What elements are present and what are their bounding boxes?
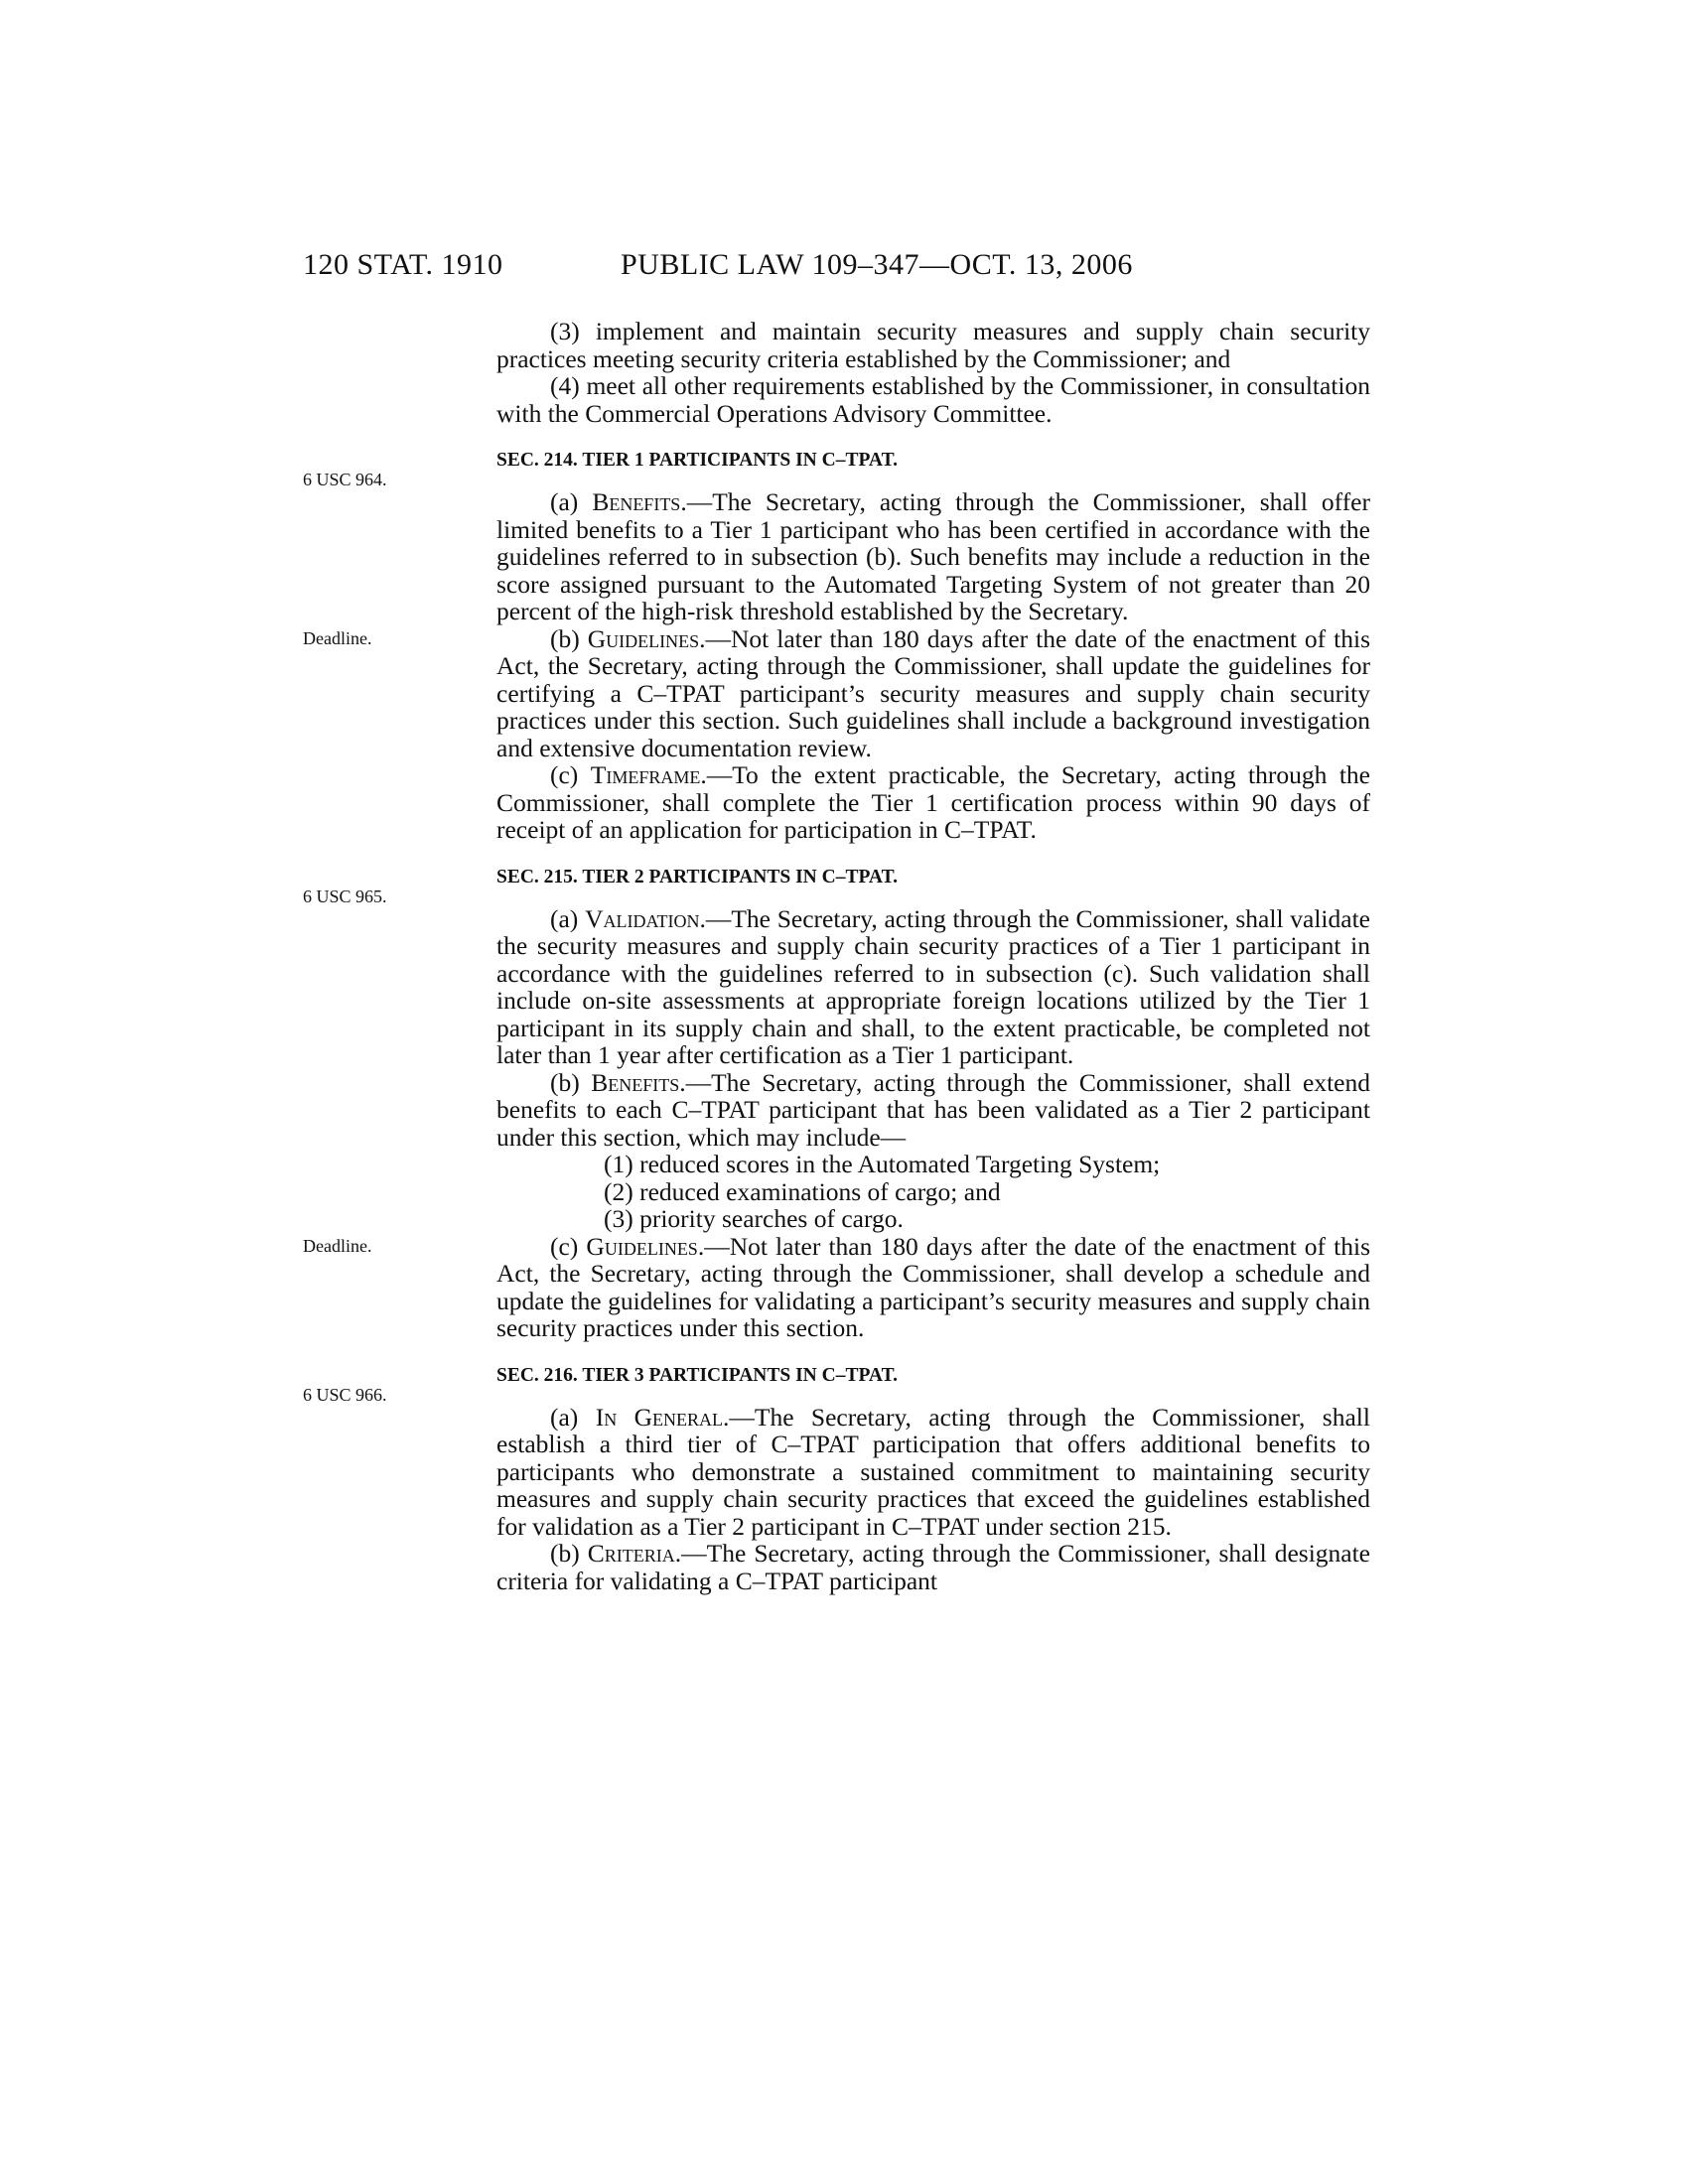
margin-note-deadline: Deadline. <box>303 627 372 648</box>
public-law-title: PUBLIC LAW 109–347—OCT. 13, 2006 <box>621 248 1133 281</box>
sec215-b-item-3: (3) priority searches of cargo. <box>604 1204 904 1233</box>
page-body <box>0 318 1688 1594</box>
sec215-b-title: Benefits <box>591 1067 680 1097</box>
section-214 <box>0 447 1688 625</box>
section-215 <box>0 864 1688 1233</box>
sec215-subsection-b: (b) Benefits.—The Secretary, acting through the Commissioner, shall extend benefits to each C–TPAT participant that has been validated as a Tier 2 participant under this section, which may include— <box>496 1067 1370 1152</box>
margin-note-deadline: Deadline. <box>303 1235 372 1256</box>
sec214-subsection-a: (a) Benefits.—The Secretary, acting through the Commissioner, shall offer limited benefits to a Tier 1 participant who has been certified in accordance with the guidelines referred to in subsection (b). Such benefits may include a reduction in the score assigned pursuant to the Automated Targeting System of not greater than 20 percent of the high-risk threshold established by the Secretary. <box>496 487 1370 625</box>
sec214-subsection-b: (b) Guidelines.—Not later than 180 days after the date of the enactment of this Act, the Secretary, acting through the Commissioner, shall update the guidelines for certifying a C–TPAT participant’s security measures and supply chain security practices under this section. Such guidelines shall include a background investigation and extensive documentation review. <box>496 623 1370 762</box>
margin-note-usc-965: 6 USC 965. <box>303 886 387 906</box>
intro-item-4: (4) meet all other requirements established by the Commissioner, in consultation with the Commercial Operations Advisory Committee. <box>496 371 1370 428</box>
sec214-c-title: Timeframe <box>590 760 701 789</box>
sec214-b-title: Guidelines <box>587 623 700 653</box>
intro-item-3: (3) implement and maintain security measures and supply chain security practices meeting security criteria established by the Commissioner; and <box>496 317 1370 373</box>
sec214-b-row <box>0 625 1688 844</box>
sec214-subsection-c: (c) Timeframe.—To the extent practicable, the Secretary, acting through the Commissioner, shall complete the Tier 1 certification process within 90 days of receipt of an application for participation in C–TPAT. <box>496 760 1370 844</box>
sec215-b-item-2: (2) reduced examinations of cargo; and <box>604 1176 1001 1206</box>
section-215-heading: SEC. 215. TIER 2 PARTICIPANTS IN C–TPAT. <box>496 866 898 887</box>
statute-page-number: 120 STAT. 1910 <box>303 248 503 281</box>
sec215-c-row <box>0 1233 1688 1342</box>
page-header <box>0 248 1688 288</box>
margin-note-usc-966: 6 USC 966. <box>303 1384 387 1405</box>
sec215-c-title: Guidelines <box>586 1231 698 1261</box>
sec216-b-title: Criteria <box>587 1539 675 1568</box>
intro-block <box>0 318 1688 427</box>
section-216 <box>0 1362 1688 1595</box>
sec215-subsection-c: (c) Guidelines.—Not later than 180 days after the date of the enactment of this Act, the Secretary, acting through the Commissioner, shall develop a schedule and update the guidelines for validating a participant’s security measures and supply chain security practices under this section. <box>496 1231 1370 1342</box>
sec216-subsection-a: (a) In General.—The Secretary, acting through the Commissioner, shall establish a third tier of C–TPAT participation that offers additional benefits to participants who demonstrate a sustained commitment to maintaining security measures and supply chain security practices that exceed the guidelines established for validation as a Tier 2 participant in C–TPAT under section 215. <box>496 1402 1370 1541</box>
sec216-subsection-b: (b) Criteria.—The Secretary, acting through the Commissioner, shall designate criteria for validating a C–TPAT participant <box>496 1539 1371 1595</box>
sec216-a-title: In General <box>595 1402 723 1432</box>
sec215-b-item-1: (1) reduced scores in the Automated Targeting System; <box>604 1150 1161 1178</box>
section-216-heading: SEC. 216. TIER 3 PARTICIPANTS IN C–TPAT. <box>496 1364 898 1386</box>
sec215-subsection-a: (a) Validation.—The Secretary, acting through the Commissioner, shall validate the security measures and supply chain security practices of a Tier 1 participant in accordance with the guidelines referred to in subsection (c). Such validation shall include on-site assessments at appropriate foreign locations utilized by the Tier 1 participant in its supply chain and shall, to the extent practicable, be completed not later than 1 year after certification as a Tier 1 participant. <box>496 903 1370 1069</box>
section-214-heading: SEC. 214. TIER 1 PARTICIPANTS IN C–TPAT. <box>496 450 898 471</box>
margin-note-usc-964: 6 USC 964. <box>303 470 387 489</box>
sec215-a-title: Validation <box>585 903 700 933</box>
sec214-a-title: Benefits <box>592 487 681 516</box>
